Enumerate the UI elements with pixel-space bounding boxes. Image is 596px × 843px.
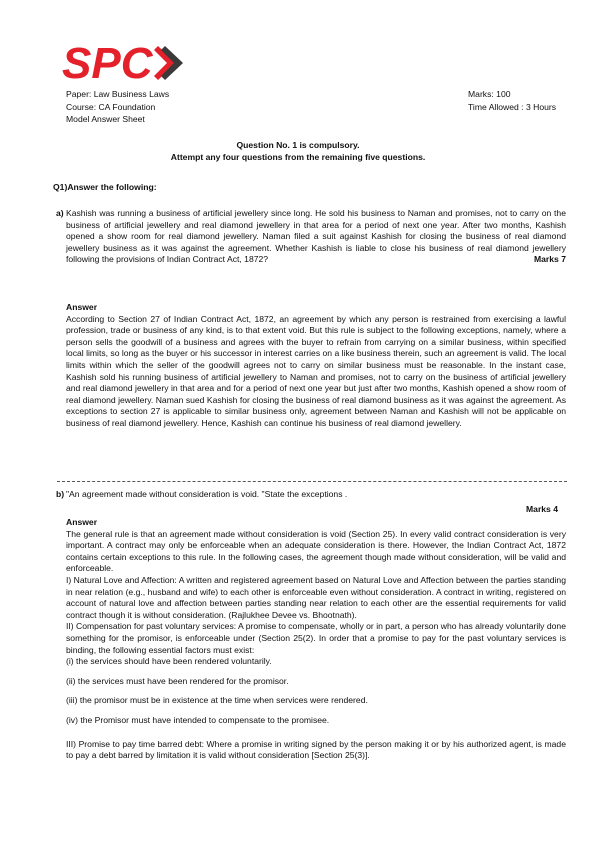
qb-point-1: I) Natural Love and Affection: A written and registered agreement based on Natural Love and Affection between the parties standing in near relation (e.g., husband and wife) to each other is enforceable even without consideration. A contract in writing, registered on account of natural love and affection between parties standing near relation to each other are the essential requirements for valid contract though it is without consideration. (Rajlukhee Devee vs. Bhootnath). bbox=[66, 574, 566, 620]
qb-marks: Marks 4 bbox=[526, 504, 559, 514]
header-left bbox=[66, 88, 169, 126]
qb-intro: The general rule is that an agreement made without consideration is void (Section 25). In every valid contract consideration is very important. A contract may only be enforceable when an adequate consideration is there. However, the Indian Contract Act, 1872 contains certain exceptions to this rule. In the following cases, the agreement though made without consideration, will be valid and enforceable. bbox=[66, 528, 566, 574]
paper-name: Paper: Law Business Laws bbox=[66, 89, 170, 99]
instructions bbox=[0, 140, 596, 163]
logo-text: SPC bbox=[62, 40, 153, 86]
qb-sub-4: (iv) the Promisor must have intended to compensate to the promisee. bbox=[66, 714, 330, 725]
q1-title: Q1)Answer the following: bbox=[53, 182, 157, 192]
qa-answer-text: According to Section 27 of Indian Contract Act, 1872, an agreement by which any person is restrained from exercising a lawful profession, trade or business of any kind, is to that extent void. But this rule is subject to the following exceptions, namely, where a person sells the goodwill of a business and agrees with the buyer to refrain from carrying on a similar business, within specified local limits, so long as the buyer or his successor in interest carries on a like business therein, such an agreement is valid. The local limits within which the seller of the goodwill agrees not to carry on similar business must be reasonable. In the instant case, Kashish sold his running business of artificial jewellery to Naman and promises, not to carry on the business of artificial jewellery and real diamond jewellery in that area and for a period of next one year but just after two months, Kashish opened a show room of real diamond jewellery. Naman sued Kashish for closing the business of real diamond business as it was against the agreement. As exceptions to section 27 is applicable to similar business only, agreement between Naman and Kashish will not be applicable on business of real diamond jewellery. Hence, Kashish can continue his business of real diamond jewellery. bbox=[66, 313, 566, 428]
instruction-line-1: Question No. 1 is compulsory. bbox=[236, 140, 360, 150]
qa-text: Kashish was running a business of artificial jewellery since long. He sold his business to Naman and promises, not to carry on the business of artificial jewellery and real diamond jewellery in that area for a period of next one year. After two months, Kashish opened a show room for real diamond jewellery. Naman filed a suit against Kashish for closing the business of real diamond jewellery business as it was against the agreement. Whether Kashish is liable to close his business of real diamond jewellery following the provisions of Indian Contract Act, 1872? bbox=[66, 208, 566, 265]
qb-sub-3: (iii) the promisor must be in existence at the time when services were rendered. bbox=[66, 695, 368, 706]
qb-question: "An agreement made without consideration is void. "State the exceptions . bbox=[66, 489, 348, 499]
qb-answer-heading: Answer bbox=[66, 517, 98, 527]
time-allowed: Time Allowed : 3 Hours bbox=[468, 101, 557, 112]
qa-question bbox=[66, 208, 566, 266]
qa-answer bbox=[66, 302, 566, 430]
qb-label: b) bbox=[56, 489, 65, 499]
spc-logo-graphic bbox=[62, 40, 188, 86]
spc-logo bbox=[62, 40, 188, 86]
qb-answer bbox=[66, 517, 566, 762]
qb-sub-1: (i) the services should have been rendered voluntarily. bbox=[66, 656, 272, 667]
sheet-name: Model Answer Sheet bbox=[66, 114, 145, 124]
header-right bbox=[468, 88, 556, 113]
total-marks: Marks: 100 bbox=[468, 89, 511, 99]
qa-label: a) bbox=[56, 208, 64, 218]
qb-point-3: III) Promise to pay time barred debt: Where a promise in writing signed by the person making it or by his authorized agent, is made to pay a debt barred by limitation it is valid without consideration [Section 25(3)]. bbox=[66, 738, 566, 761]
qb-sub-2: (ii) the services must have been rendered for the promisor. bbox=[66, 675, 289, 686]
qa-marks: Marks 7 bbox=[533, 254, 566, 265]
qa-answer-heading: Answer bbox=[66, 302, 98, 312]
course-name: Course: CA Foundation bbox=[66, 101, 156, 112]
qb-point-2: II) Compensation for past voluntary services: A promise to compensate, wholly or in part, a person who has already voluntarily done something for the promisor, is enforceable under (Section 25(2). In order that a promise to pay for the past voluntary services is binding, the following essential factors must exist: bbox=[66, 621, 566, 655]
section-divider bbox=[57, 481, 567, 482]
instruction-line-2: Attempt any four questions from the remaining five questions. bbox=[170, 151, 426, 162]
